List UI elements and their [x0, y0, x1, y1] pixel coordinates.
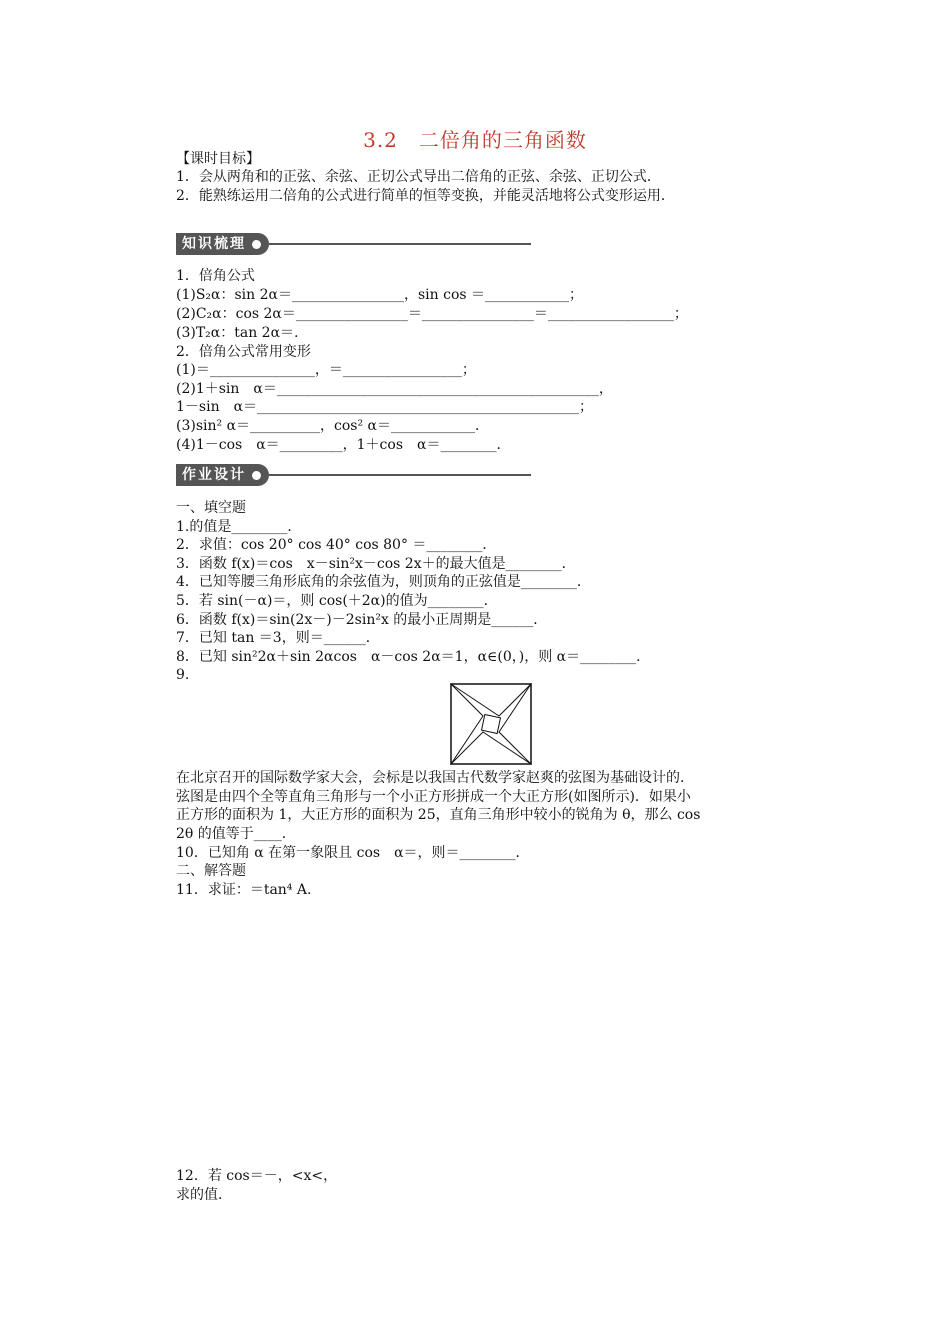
question-4: 4．已知等腰三角形底角的余弦值为，则顶角的正弦值是________．: [176, 574, 591, 590]
banner-dot-icon: [252, 240, 261, 249]
objectives-heading: 【课时目标】: [176, 151, 260, 167]
question-9-para-2: 弦图是由四个全等直角三角形与一个小正方形拼成一个大正方形(如图所示)．如果小: [176, 789, 691, 805]
question-6: 6．函数 f(x)＝sin(2x－)－2sin²x 的最小正周期是______．: [176, 612, 548, 628]
question-9: 9.: [176, 667, 190, 683]
banner-rule: [269, 243, 531, 245]
variant-2a: (2)1＋sin α＝______________________________________________，: [176, 381, 613, 397]
question-10: 10．已知角 α 在第一象限且 cos α＝，则＝________．: [176, 845, 530, 861]
banner-label: 知识梳理: [182, 236, 246, 252]
formula-c2a: (2)C₂α：cos 2α＝________________＝________________＝__________________；: [176, 306, 688, 322]
banner-label: 作业设计: [182, 467, 246, 483]
question-1: 1.的值是________．: [176, 519, 302, 535]
question-11: 11．求证：＝tan⁴ A.: [176, 882, 312, 898]
triangle-right: [499, 684, 531, 764]
inner-square: [482, 715, 501, 734]
variant-2b: 1－sin α＝______________________________________________；: [176, 399, 594, 415]
question-9-para-1: 在北京召开的国际数学家大会，会标是以我国古代数学家赵爽的弦图为基础设计的．: [176, 770, 694, 786]
question-7: 7．已知 tan ＝3，则＝______．: [176, 630, 380, 646]
section1-h1: 1．倍角公式: [176, 268, 255, 284]
triangle-left: [451, 684, 483, 764]
question-2: 2．求值：cos 20° cos 40° cos 80° ＝________．: [176, 537, 497, 553]
part2-heading: 二、解答题: [176, 863, 246, 879]
question-12-line-2: 求的值．: [176, 1187, 232, 1203]
question-5: 5．若 sin(－α)＝，则 cos(＋2α)的值为________．: [176, 593, 498, 609]
triangle-top: [451, 684, 531, 716]
page-title: 3.2 二倍角的三角函数: [363, 128, 587, 152]
question-9-para-4: 2θ 的值等于____．: [176, 826, 296, 842]
zhao-shuang-string-diagram: [450, 683, 532, 765]
objective-1: 1．会从两角和的正弦、余弦、正切公式导出二倍角的正弦、余弦、正切公式．: [176, 169, 661, 185]
formula-s2a: (1)S₂α：sin 2α＝________________，sin cos ＝____________；: [176, 287, 584, 303]
variant-1: (1)＝_______________，＝_________________；: [176, 362, 476, 378]
question-9-para-3: 正方形的面积为 1，大正方形的面积为 25，直角三角形中较小的锐角为 θ，那么 cos: [176, 807, 701, 823]
formula-t2a: (3)T₂α：tan 2α＝.: [176, 325, 299, 341]
section1-h2: 2．倍角公式常用变形: [176, 344, 311, 360]
part1-heading: 一、填空题: [176, 500, 246, 516]
variant-4: (4)1－cos α＝_________，1＋cos α＝________．: [176, 437, 511, 453]
triangle-bottom: [451, 732, 531, 764]
question-12-line-1: 12．若 cos＝－，<x<，: [176, 1168, 338, 1184]
variant-3: (3)sin² α＝__________，cos² α＝____________．: [176, 418, 489, 434]
question-8: 8．已知 sin²2α＋sin 2αcos α－cos 2α＝1，α∈(0，)，则 α＝________．: [176, 649, 651, 665]
question-3: 3．函数 f(x)＝cos x－sin²x－cos 2x＋的最大值是________．: [176, 556, 576, 572]
section-banner-knowledge: [176, 233, 531, 255]
banner-rule: [269, 474, 531, 476]
objective-2: 2．能熟练运用二倍角的公式进行简单的恒等变换，并能灵活地将公式变形运用．: [176, 188, 675, 204]
section-banner-homework: [176, 464, 531, 486]
banner-dot-icon: [252, 471, 261, 480]
